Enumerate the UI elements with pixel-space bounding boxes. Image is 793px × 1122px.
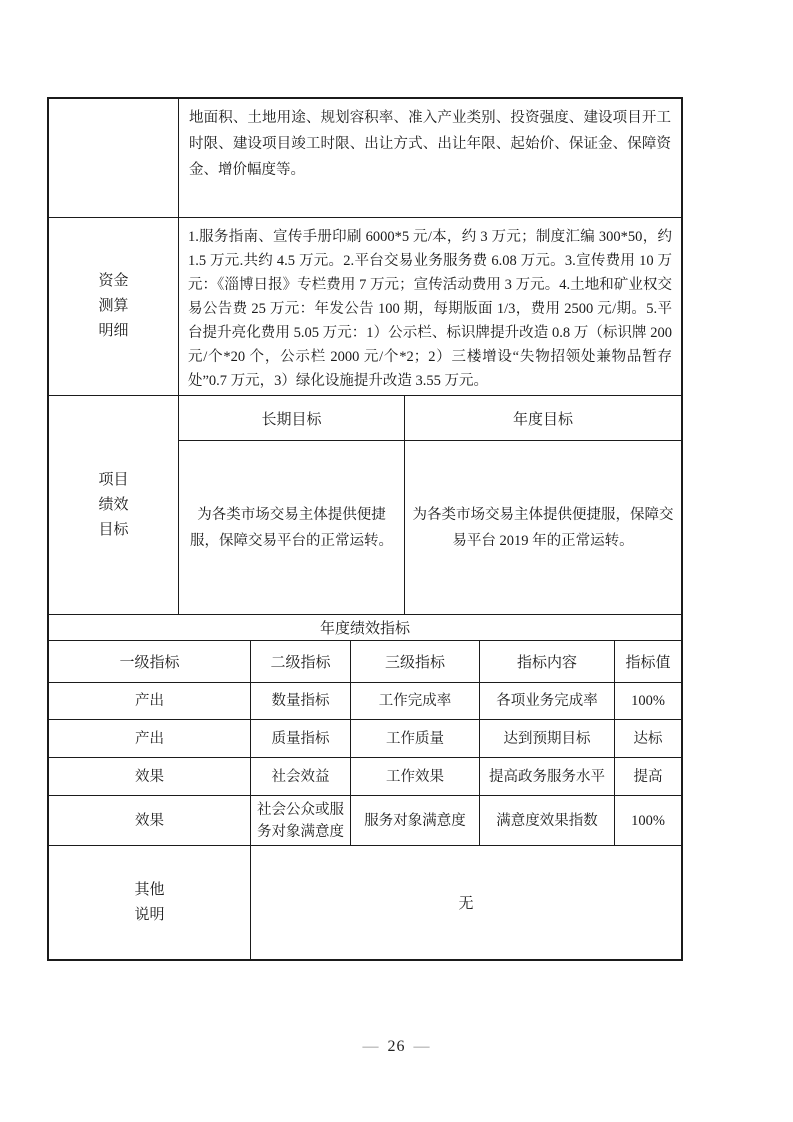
continuation-label-cell [49,99,178,217]
goals-subtable [178,396,681,614]
goals-label: 项目 绩效 目标 [98,471,129,538]
footer-right-dash: — [413,1038,431,1055]
table-row-other-notes [49,845,681,959]
annual-goal-text: 为各类市场交易主体提供便捷服，保障交易平台 2019 年的正常运转。 [412,506,674,549]
indicator-level2: 社会效益 [250,758,350,795]
indicator-value: 100% [614,683,681,719]
funding-label-cell [49,218,178,395]
other-notes-label-cell [49,846,250,959]
funding-label: 资金 测算 明细 [98,273,129,339]
indicators-section-title-row [49,614,681,640]
header-level3-indicator: 三级指标 [350,641,479,682]
indicator-row [49,757,681,795]
header-indicator-value: 指标值 [614,641,681,682]
indicator-value: 提高 [614,758,681,795]
indicator-content: 达到预期目标 [479,720,614,757]
other-notes-label: 其他 说明 [134,881,165,923]
page-number: 26 [387,1038,406,1055]
indicator-level2: 数量指标 [250,683,350,719]
indicator-level1: 产出 [135,730,164,747]
long-term-goal-cell [179,441,404,614]
annual-goal-cell [404,441,681,614]
indicators-header-row [49,640,681,682]
footer-left-dash: — [362,1038,380,1055]
indicator-level1: 效果 [135,768,164,785]
header-indicator-content: 指标内容 [479,641,614,682]
indicator-value: 达标 [614,720,681,757]
header-level2-indicator: 二级指标 [250,641,350,682]
goals-body-row [179,440,681,614]
indicator-level2: 质量指标 [250,720,350,757]
indicator-level3: 工作质量 [350,720,479,757]
long-term-goal-text: 为各类市场交易主体提供便捷服，保障交易平台的正常运转。 [190,506,393,549]
other-notes-text: 无 [250,846,681,959]
performance-table [47,97,683,961]
indicator-level1: 效果 [135,812,164,829]
indicator-level3: 服务对象满意度 [350,796,479,845]
indicator-row [49,795,681,845]
goals-label-cell [49,396,178,614]
goals-header-row [179,396,681,440]
long-term-goal-header: 长期目标 [261,411,322,428]
funding-text: 1.服务指南、宣传手册印刷 6000*5 元/本，约 3 万元；制度汇编 300*50，约 1.5 万元.共约 4.5 万元。2.平台交易业务服务费 6.08 万元。3.宣传费用 10 万元：《淄博日报》专栏费用 7 万元；宣传活动费用 3 万元。4.土地和矿业权交易公告费 25 万元：年发公告 100 期，每期版面 1/3，费用 2500 元/期。5.平台提升亮化费用 5.05 万元：1）公示栏、标识牌提升改造 0.8 万（标识牌 200 元/个*20 个，公示栏 2000 元/个*2；2）三楼增设“失物招领处兼物品暂存处”0.7 万元，3）绿化设施提升改造 3.55 万元。 [178,218,681,395]
indicator-row [49,719,681,757]
annual-goal-header: 年度目标 [404,396,681,440]
indicator-content: 各项业务完成率 [479,683,614,719]
continuation-text: 地面积、土地用途、规划容积率、准入产业类别、投资强度、建设项目开工时限、建设项目竣工时限、出让方式、出让年限、起始价、保证金、保障资金、增价幅度等。 [178,99,681,217]
header-level1-indicator: 一级指标 [119,655,180,671]
indicator-level3: 工作完成率 [350,683,479,719]
page-footer [0,1038,793,1056]
indicator-content: 满意度效果指数 [479,796,614,845]
indicator-content: 提高政务服务水平 [479,758,614,795]
table-row-funding-detail [49,217,681,395]
indicator-level3: 工作效果 [350,758,479,795]
table-row-project-goals [49,395,681,614]
indicator-level2: 社会公众或服务对象满意度 [250,796,350,845]
table-row-continuation [49,99,681,217]
indicator-level1: 产出 [135,693,164,709]
indicators-section-title: 年度绩效指标 [319,621,410,637]
indicator-row [49,682,681,719]
indicator-value: 100% [614,796,681,845]
